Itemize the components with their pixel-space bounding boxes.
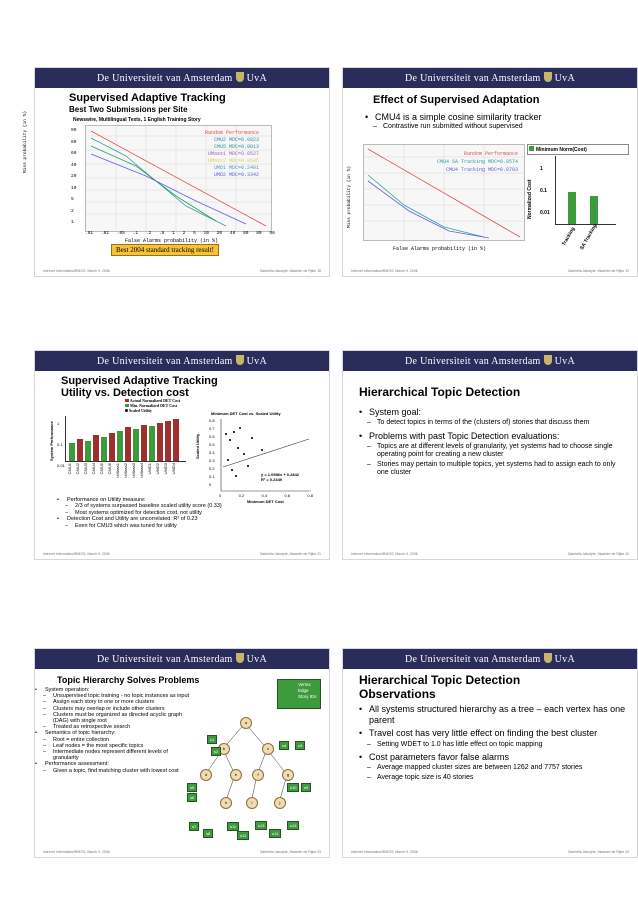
- y-tick: 10: [71, 185, 77, 191]
- crest-icon: [544, 72, 552, 82]
- bullet-list: [359, 407, 627, 477]
- legend-item: Scaled Utility: [129, 408, 152, 413]
- story-id-box: s4: [279, 741, 289, 750]
- bullet-list: [359, 704, 631, 782]
- perf-y-axis-label: System Performance: [49, 421, 54, 461]
- bullet-list: [57, 497, 233, 529]
- slide-header: [343, 68, 637, 88]
- story-id-box: s7: [189, 822, 199, 831]
- story-id-box: s12: [237, 831, 249, 840]
- legend-item: CMU5 MDC=0.0013: [213, 144, 259, 150]
- perf-bar: [133, 429, 139, 461]
- uva-logo-text: UvA: [554, 73, 575, 84]
- uva-logo-text: UvA: [246, 356, 267, 367]
- slide-footer: [43, 552, 321, 556]
- slide-header: [35, 649, 329, 669]
- crest-icon: [236, 72, 244, 82]
- perf-bar: [165, 421, 171, 461]
- system-labels: [65, 463, 185, 485]
- story-id-box: s8: [203, 829, 213, 838]
- perf-bar: [85, 441, 91, 461]
- slide-header: [343, 649, 637, 669]
- crest-icon: [544, 355, 552, 365]
- chart-legend: [205, 130, 259, 179]
- university-name: De Universiteit van Amsterdam: [405, 356, 541, 367]
- system-label: UMass1: [115, 463, 120, 478]
- slide-header: [35, 351, 329, 371]
- vertex-node: g: [282, 769, 294, 781]
- bar-tick: 0.1: [540, 188, 547, 194]
- sub-bullet-item: – Average topic size is 40 stories: [359, 774, 631, 782]
- det-plot: [85, 125, 272, 232]
- slide-title: [61, 375, 218, 399]
- slide-4[interactable]: [342, 350, 638, 560]
- footer-right: [568, 850, 629, 854]
- perf-bar: [149, 426, 155, 461]
- sub-bullet-item: – Root = entire collection: [35, 737, 193, 743]
- y-tick: 0.1: [209, 474, 215, 479]
- slide-header: [35, 68, 329, 88]
- bullet-item: • Performance assessment:: [35, 761, 193, 767]
- legend-swatch: [529, 146, 534, 151]
- title-line: Supervised Adaptive Tracking: [61, 375, 218, 387]
- slide-footer: [351, 269, 629, 273]
- y-tick: 0.3: [209, 458, 215, 463]
- system-label: CMU2: [75, 463, 80, 475]
- legend-swatch: [125, 399, 129, 402]
- vertex-node: i: [246, 797, 258, 809]
- system-label: UMD2: [155, 463, 160, 475]
- perf-bar: [141, 425, 147, 461]
- crest-icon: [236, 653, 244, 663]
- university-name: De Universiteit van Amsterdam: [405, 654, 541, 665]
- bullet-list: [365, 112, 625, 130]
- system-label: UMD4: [171, 463, 176, 475]
- sub-bullet-item: – Topics are at different levels of granularity, yet systems had to choose single operating point for creating a new cluster: [359, 443, 627, 459]
- story-id-box: s9: [301, 783, 311, 792]
- x-axis-label: False Alarms probability (in %): [125, 238, 219, 244]
- sub-bullet-item: – Clusters may overlap or include other clusters: [35, 706, 193, 712]
- title-line: Hierarchical Topic Detection: [359, 673, 521, 687]
- page-number: 18: [317, 269, 321, 273]
- perf-bar: [109, 433, 115, 461]
- x-tick: 0.2: [238, 493, 245, 498]
- y-tick: 0.7: [209, 426, 215, 431]
- uva-logo-text: UvA: [246, 654, 267, 665]
- bar-ticks: [540, 158, 550, 224]
- legend-item: Random Performance: [463, 151, 518, 157]
- slide-footer: [43, 850, 321, 854]
- vertex-node: h: [220, 797, 232, 809]
- bar-tick: 1: [540, 166, 543, 172]
- system-label: UMass4: [139, 463, 144, 478]
- bullet-item: • CMU4 is a simple cosine similarity tracker: [365, 112, 625, 122]
- perf-bar: [117, 431, 123, 461]
- y-tick: 0.4: [209, 450, 215, 455]
- sub-bullet-item: – Average mapped cluster sizes are between 1262 and 7757 stories: [359, 764, 631, 772]
- y-ticks: [71, 125, 76, 229]
- equation-line: R² = 0.2349: [261, 477, 283, 482]
- vertex-node: d: [200, 769, 212, 781]
- legend-swatch: [125, 404, 129, 407]
- x-tick: .05: [116, 231, 125, 236]
- chart-caption: Newswire, Multilingual Texts, 1 English Training Story: [73, 117, 201, 123]
- footer-author: Gabriella Jakutyte, Maarten de Rijke: [259, 552, 317, 556]
- bullet-item: • Cost parameters favor false alarms: [359, 752, 631, 763]
- university-name: De Universiteit van Amsterdam: [97, 73, 233, 84]
- bullet-item: • Performance on Utility measure:: [57, 497, 233, 503]
- slide-footer: [43, 269, 321, 273]
- vertex-node: j: [274, 797, 286, 809]
- slide-3[interactable]: [34, 350, 330, 560]
- legend-item: CMU4 Tracking MDC=0.0703: [445, 167, 518, 173]
- legend-item: Random Performance: [204, 130, 259, 136]
- legend-item: Vertex: [298, 682, 311, 687]
- y-tick: 90: [71, 128, 77, 133]
- sub-bullet-item: – 2/3 of systems surpassed baseline scaled utility score (0.33): [57, 503, 233, 509]
- x-tick: 1: [172, 231, 175, 236]
- page-number: 19: [625, 269, 629, 273]
- bar-chart: [527, 144, 627, 264]
- vertex-node: b: [218, 743, 230, 755]
- y-tick: 60: [71, 151, 77, 156]
- perf-bar-chart: [65, 416, 186, 462]
- sub-bullet-item: – Unsupervised topic training - no topic instances as input: [35, 693, 193, 699]
- x-tick: .1: [132, 231, 139, 236]
- perf-bar: [173, 419, 179, 461]
- x-tick: 10: [203, 231, 209, 236]
- system-label: UMD1: [147, 463, 152, 475]
- legend-item: Minimum Norm(Cost): [536, 147, 587, 153]
- regression-eq: [261, 472, 299, 482]
- scatter-x-ticks: [219, 493, 313, 498]
- perf-bar: [101, 437, 107, 461]
- y-tick: 0.01: [57, 463, 65, 468]
- x-tick: 0: [219, 493, 222, 498]
- callout-box: Best 2004 standard tracking result!: [111, 244, 219, 256]
- perf-bar: [157, 423, 163, 461]
- legend-item: Edge: [298, 688, 309, 693]
- sub-bullet-item: – Setting WDET to 1.0 has little effect on topic mapping: [359, 741, 631, 749]
- footer-left: Internet Informatics/IRMOS, March 9, 2006: [351, 269, 418, 273]
- bullet-item: • System operation:: [35, 687, 193, 693]
- perf-y-ticks: [57, 413, 65, 476]
- story-id-box: s6: [187, 793, 197, 802]
- scatter-y-axis-label: Scaled Utility: [195, 433, 200, 459]
- det-plot: [363, 144, 525, 241]
- x-tick: .2: [145, 231, 152, 236]
- legend-item: UMass2 MDC=0.0505: [207, 158, 259, 164]
- sub-bullet-item: – Contrastive run submitted without supervised: [365, 123, 625, 130]
- slide-title: Effect of Supervised Adaptation: [373, 94, 540, 106]
- vertex-node: f: [252, 769, 264, 781]
- sub-bullet-item: – Stories may pertain to multiple topics, yet systems had to assign each to only one cluster: [359, 461, 627, 477]
- footer-left: Internet Informatics/IRMOS, March 9, 2006: [43, 269, 110, 273]
- chart-legend: [437, 150, 518, 174]
- legend-row: [125, 408, 180, 413]
- bar-tick: 0.01: [540, 210, 550, 216]
- title-line: Observations: [359, 687, 436, 701]
- bullet-item: • System goal:: [359, 407, 627, 417]
- umass-curve: [91, 146, 216, 221]
- equation-line: y = 1.0586x + 0.2842: [261, 472, 300, 477]
- story-id-box: s14: [269, 829, 281, 838]
- y-axis-label: Miss probability (in %): [347, 165, 352, 228]
- vertex-node: c: [262, 743, 274, 755]
- footer-left: Internet Informatics/IRMOS, March 9, 2006: [351, 850, 418, 854]
- bar-plot-area: [555, 156, 616, 225]
- x-tick: 20: [216, 231, 223, 236]
- story-id-box: s3: [295, 741, 305, 750]
- story-id-box: s1: [207, 735, 217, 744]
- legend-item: Min. Normalized DET Cost: [130, 403, 178, 408]
- uva-logo-text: UvA: [554, 356, 575, 367]
- university-name: De Universiteit van Amsterdam: [405, 73, 541, 84]
- bar-sa-tracking: [590, 196, 598, 224]
- system-label: CMU3: [83, 463, 88, 475]
- sub-bullet-item: – Clusters must be organized as directed acyclic graph (DAG) with single root: [35, 712, 193, 724]
- bar-label: Tracking: [561, 226, 577, 247]
- story-id-box: s2: [211, 747, 221, 756]
- university-name: De Universiteit van Amsterdam: [97, 654, 233, 665]
- footer-right: [260, 850, 321, 854]
- slide-5[interactable]: [34, 648, 330, 858]
- bar-legend: [527, 144, 629, 155]
- y-tick: 40: [71, 162, 77, 168]
- y-tick: 80: [71, 139, 77, 145]
- bullet-item: • Semantics of topic hierarchy:: [35, 730, 193, 736]
- uva-logo-text: UvA: [246, 73, 267, 84]
- footer-right: [568, 269, 629, 273]
- diagram-legend: [277, 679, 321, 709]
- system-label: UMass2: [123, 463, 128, 478]
- perf-legend: [125, 398, 180, 413]
- slide-title: Topic Hierarchy Solves Problems: [57, 675, 200, 685]
- y-tick: 0: [209, 482, 212, 487]
- sub-bullet-item: – Assign each story to one or more clusters: [35, 699, 193, 705]
- footer-left: Internet Informatics/IRMOS, March 9, 2006: [351, 552, 418, 556]
- story-id-box: s10: [287, 783, 299, 792]
- footer-left: Internet Informatics/IRMOS, March 9, 2006: [43, 552, 110, 556]
- scatter-title: Minimum DET Cost vs. Scaled Utility: [211, 411, 281, 416]
- slide-6[interactable]: [342, 648, 638, 858]
- x-ticks: [85, 231, 275, 236]
- y-tick: 1: [71, 220, 74, 225]
- x-tick: 60: [243, 231, 249, 236]
- slide-title: [359, 673, 520, 701]
- system-label: UMD3: [163, 463, 168, 475]
- sub-bullet-item: – Leaf nodes = the most specific topics: [35, 743, 193, 749]
- sub-bullet-item: – Even for CMU3 which was tuned for utility: [57, 523, 233, 529]
- x-tick: 2: [182, 231, 186, 236]
- legend-item: CMU4 SA Tracking MDC=0.0574: [436, 159, 518, 165]
- x-tick: .01: [85, 231, 94, 236]
- footer-author: Gabriella Jakutyte, Maarten de Rijke: [567, 269, 625, 273]
- footer-right: [260, 269, 321, 273]
- y-tick: 0.1: [57, 442, 63, 447]
- bullet-item: • Travel cost has very little effect on finding the best cluster: [359, 728, 631, 739]
- sub-bullet-item: – Intermediate nodes represent different levels of granularity: [35, 749, 193, 761]
- trend-line: [223, 439, 309, 467]
- y-tick: 0.8: [209, 418, 215, 423]
- page-number: 21: [317, 552, 321, 556]
- slide-header: [343, 351, 637, 371]
- legend-item: Story IDs: [298, 694, 317, 699]
- legend-item: UMD1 MDC=0.2401: [213, 165, 259, 171]
- bullet-list: [35, 687, 193, 774]
- y-tick: 0.5: [209, 442, 215, 447]
- x-tick: 0.6: [284, 493, 291, 498]
- y-tick: 0.2: [209, 466, 215, 471]
- bar-label: SA Tracking: [579, 223, 599, 251]
- sub-bullet-item: – Treated as retrospective search: [35, 724, 193, 730]
- footer-author: Gabriella Jakutyte, Maarten de Rijke: [259, 269, 317, 273]
- bullet-item: • Problems with past Topic Detection evaluations:: [359, 431, 627, 441]
- hierarchy-diagram: [175, 679, 325, 839]
- scatter-y-ticks: [209, 417, 215, 489]
- story-id-box: s13: [255, 821, 267, 830]
- x-tick: 90: [269, 231, 275, 236]
- page-number: 22: [625, 552, 629, 556]
- footer-right: [260, 552, 321, 556]
- story-id-box: s5: [187, 783, 197, 792]
- system-label: UMass3: [131, 463, 136, 478]
- crest-icon: [236, 355, 244, 365]
- perf-bar: [125, 427, 131, 461]
- x-tick: 0.4: [261, 493, 268, 498]
- legend-swatch: [125, 409, 128, 412]
- legend-item: UMD2 MDC=0.3342: [213, 172, 259, 178]
- bullet-item: • All systems structured hierarchy as a tree – each vertex has one parent: [359, 704, 631, 725]
- legend-item: Actual Normalized DET Cost: [129, 398, 181, 403]
- story-id-box: s11: [227, 822, 239, 831]
- tracking-curve: [368, 181, 489, 238]
- title-line: Utility vs. Detection cost: [61, 387, 189, 399]
- slide-title: Hierarchical Topic Detection: [359, 385, 521, 399]
- footer-left: Internet Informatics/IRMOS, March 9, 2006: [43, 850, 110, 854]
- y-axis-label: Miss probability (in %): [23, 110, 28, 173]
- x-tick: 80: [256, 231, 262, 236]
- y-tick: 20: [71, 174, 77, 179]
- x-tick: 40: [229, 231, 236, 236]
- x-tick: .5: [158, 231, 165, 236]
- footer-right: [568, 552, 629, 556]
- story-id-box: s15: [287, 821, 299, 830]
- university-name: De Universiteit van Amsterdam: [97, 356, 233, 367]
- bar-y-axis-label: Normalized Cost: [527, 179, 533, 219]
- perf-bar: [69, 443, 75, 461]
- perf-bar: [77, 439, 83, 461]
- legend-item: CMU2 MDC=0.0023: [213, 137, 259, 143]
- x-tick: .02: [100, 231, 109, 236]
- y-tick: 5: [71, 197, 74, 202]
- legend-item: UMass1 MDC=0.0527: [207, 151, 259, 157]
- system-label: CMU4: [91, 463, 96, 475]
- footer-author: Gabriella Jakutyte, Maarten de Rijke: [259, 850, 317, 854]
- slide-subtitle: Best Two Submissions per Site: [69, 105, 188, 114]
- sub-bullet-item: – Most systems optimized for detection cost, not utility: [57, 510, 233, 516]
- page-number: 23: [317, 850, 321, 854]
- slide-1[interactable]: [23, 67, 330, 277]
- vertex-node: a: [240, 717, 252, 729]
- perf-bar: [93, 435, 99, 461]
- page-number: 24: [625, 850, 629, 854]
- y-tick: 1: [57, 421, 60, 426]
- system-label: CMU5: [99, 463, 104, 475]
- footer-author: Gabriella Jakutyte, Maarten de Rijke: [567, 850, 625, 854]
- scatter-x-axis-label: Minimum DET Cost: [247, 499, 284, 504]
- footer-author: Gabriella Jakutyte, Maarten de Rijke: [567, 552, 625, 556]
- slide-footer: [351, 552, 629, 556]
- y-tick: 0.6: [209, 434, 215, 439]
- x-tick: 0.8: [307, 493, 313, 498]
- system-label: CMU6: [107, 463, 112, 475]
- bar-tracking: [568, 192, 576, 224]
- uva-logo-text: UvA: [554, 654, 575, 665]
- slide-footer: [351, 850, 629, 854]
- slide-2[interactable]: [342, 67, 638, 277]
- x-axis-label: False Alarms probability (in %): [393, 246, 487, 252]
- bullet-item: • Detection Cost and Utility are uncorrelated: R² of 0.23: [57, 516, 233, 522]
- crest-icon: [544, 653, 552, 663]
- slide-title: Supervised Adaptive Tracking: [69, 92, 226, 104]
- vertex-node: e: [230, 769, 242, 781]
- sub-bullet-item: – Given a topic, find matching cluster with lowest cost: [35, 768, 193, 774]
- x-tick: 5: [193, 231, 196, 236]
- y-tick: 2: [71, 208, 74, 214]
- system-label: CMU1: [67, 463, 72, 475]
- sub-bullet-item: – To detect topics in terms of the (clusters of) stories that discuss them: [359, 419, 627, 427]
